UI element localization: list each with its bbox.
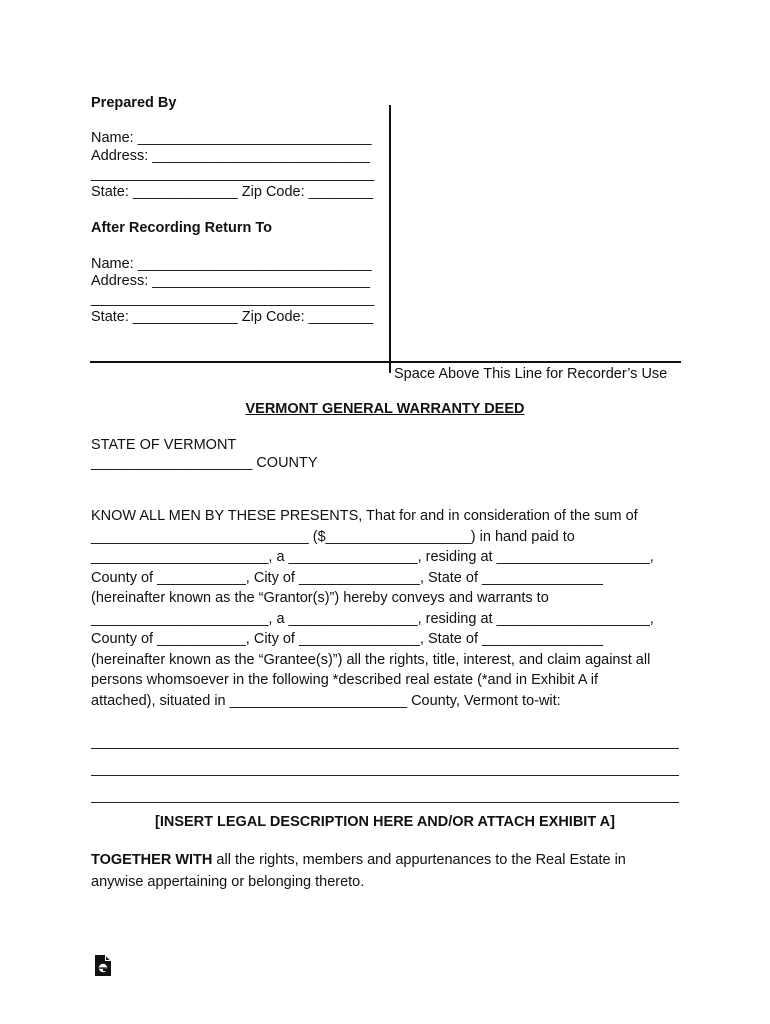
body-line-6-grantee-field[interactable]: ______________________, a ________________, residing at ___________________,: [91, 611, 654, 627]
body-line-5: (hereinafter known as the “Grantor(s)”) hereby conveys and warrants to: [91, 590, 549, 606]
recorder-divider-vertical: [389, 105, 391, 373]
prepared-by-address-field[interactable]: Address: ___________________________: [91, 148, 370, 164]
prepared-by-name-field[interactable]: Name: _____________________________: [91, 130, 372, 146]
together-with-line-2: anywise appertaining or belonging thereto.: [91, 874, 365, 890]
body-line-8: (hereinafter known as the “Grantee(s)”) all the rights, title, interest, and claim against all: [91, 652, 651, 668]
body-line-4-grantor-location-field[interactable]: County of ___________, City of _______________, State of _______________: [91, 570, 603, 586]
body-line-2-consideration-field[interactable]: ___________________________ ($__________________) in hand paid to: [91, 529, 575, 545]
legal-description-line-2[interactable]: [91, 775, 679, 776]
together-with-lead: TOGETHER WITH: [91, 852, 213, 868]
county-field[interactable]: ____________________ COUNTY: [91, 455, 318, 471]
body-line-7-grantee-location-field[interactable]: County of ___________, City of _______________, State of _______________: [91, 631, 603, 647]
return-to-state-zip-field[interactable]: State: _____________ Zip Code: ________: [91, 309, 374, 325]
prepared-by-state-zip-field[interactable]: State: _____________ Zip Code: ________: [91, 184, 374, 200]
return-to-heading: After Recording Return To: [91, 220, 272, 236]
legal-description-line-1[interactable]: [91, 748, 679, 749]
return-to-name-field[interactable]: Name: _____________________________: [91, 256, 372, 272]
legal-description-line-3[interactable]: [91, 802, 679, 803]
body-line-1: KNOW ALL MEN BY THESE PRESENTS, That for and in consideration of the sum of: [91, 508, 638, 524]
eforms-logo-icon: [93, 953, 113, 978]
prepared-by-heading: Prepared By: [91, 95, 177, 111]
state-of-vermont: STATE OF VERMONT: [91, 437, 237, 453]
return-to-address-line-2[interactable]: ____________________________________: [91, 291, 375, 307]
return-to-address-field[interactable]: Address: ___________________________: [91, 273, 370, 289]
recorder-note: Space Above This Line for Recorder’s Use: [394, 366, 668, 382]
insert-legal-description-instruction: [INSERT LEGAL DESCRIPTION HERE AND/OR ATTACH EXHIBIT A]: [155, 814, 615, 830]
body-line-3-grantor-field[interactable]: ______________________, a ________________, residing at ___________________,: [91, 549, 654, 565]
together-with-text: all the rights, members and appurtenances to the Real Estate in: [212, 852, 626, 868]
body-line-9: persons whomsoever in the following *described real estate (*and in Exhibit A if: [91, 672, 598, 688]
together-with-line-1: [91, 852, 626, 868]
body-line-10-county-field[interactable]: attached), situated in ______________________ County, Vermont to-wit:: [91, 693, 561, 709]
deed-title: VERMONT GENERAL WARRANTY DEED: [245, 401, 525, 417]
prepared-by-address-line-2[interactable]: ____________________________________: [91, 166, 375, 182]
recorder-divider-horizontal: [90, 361, 681, 363]
